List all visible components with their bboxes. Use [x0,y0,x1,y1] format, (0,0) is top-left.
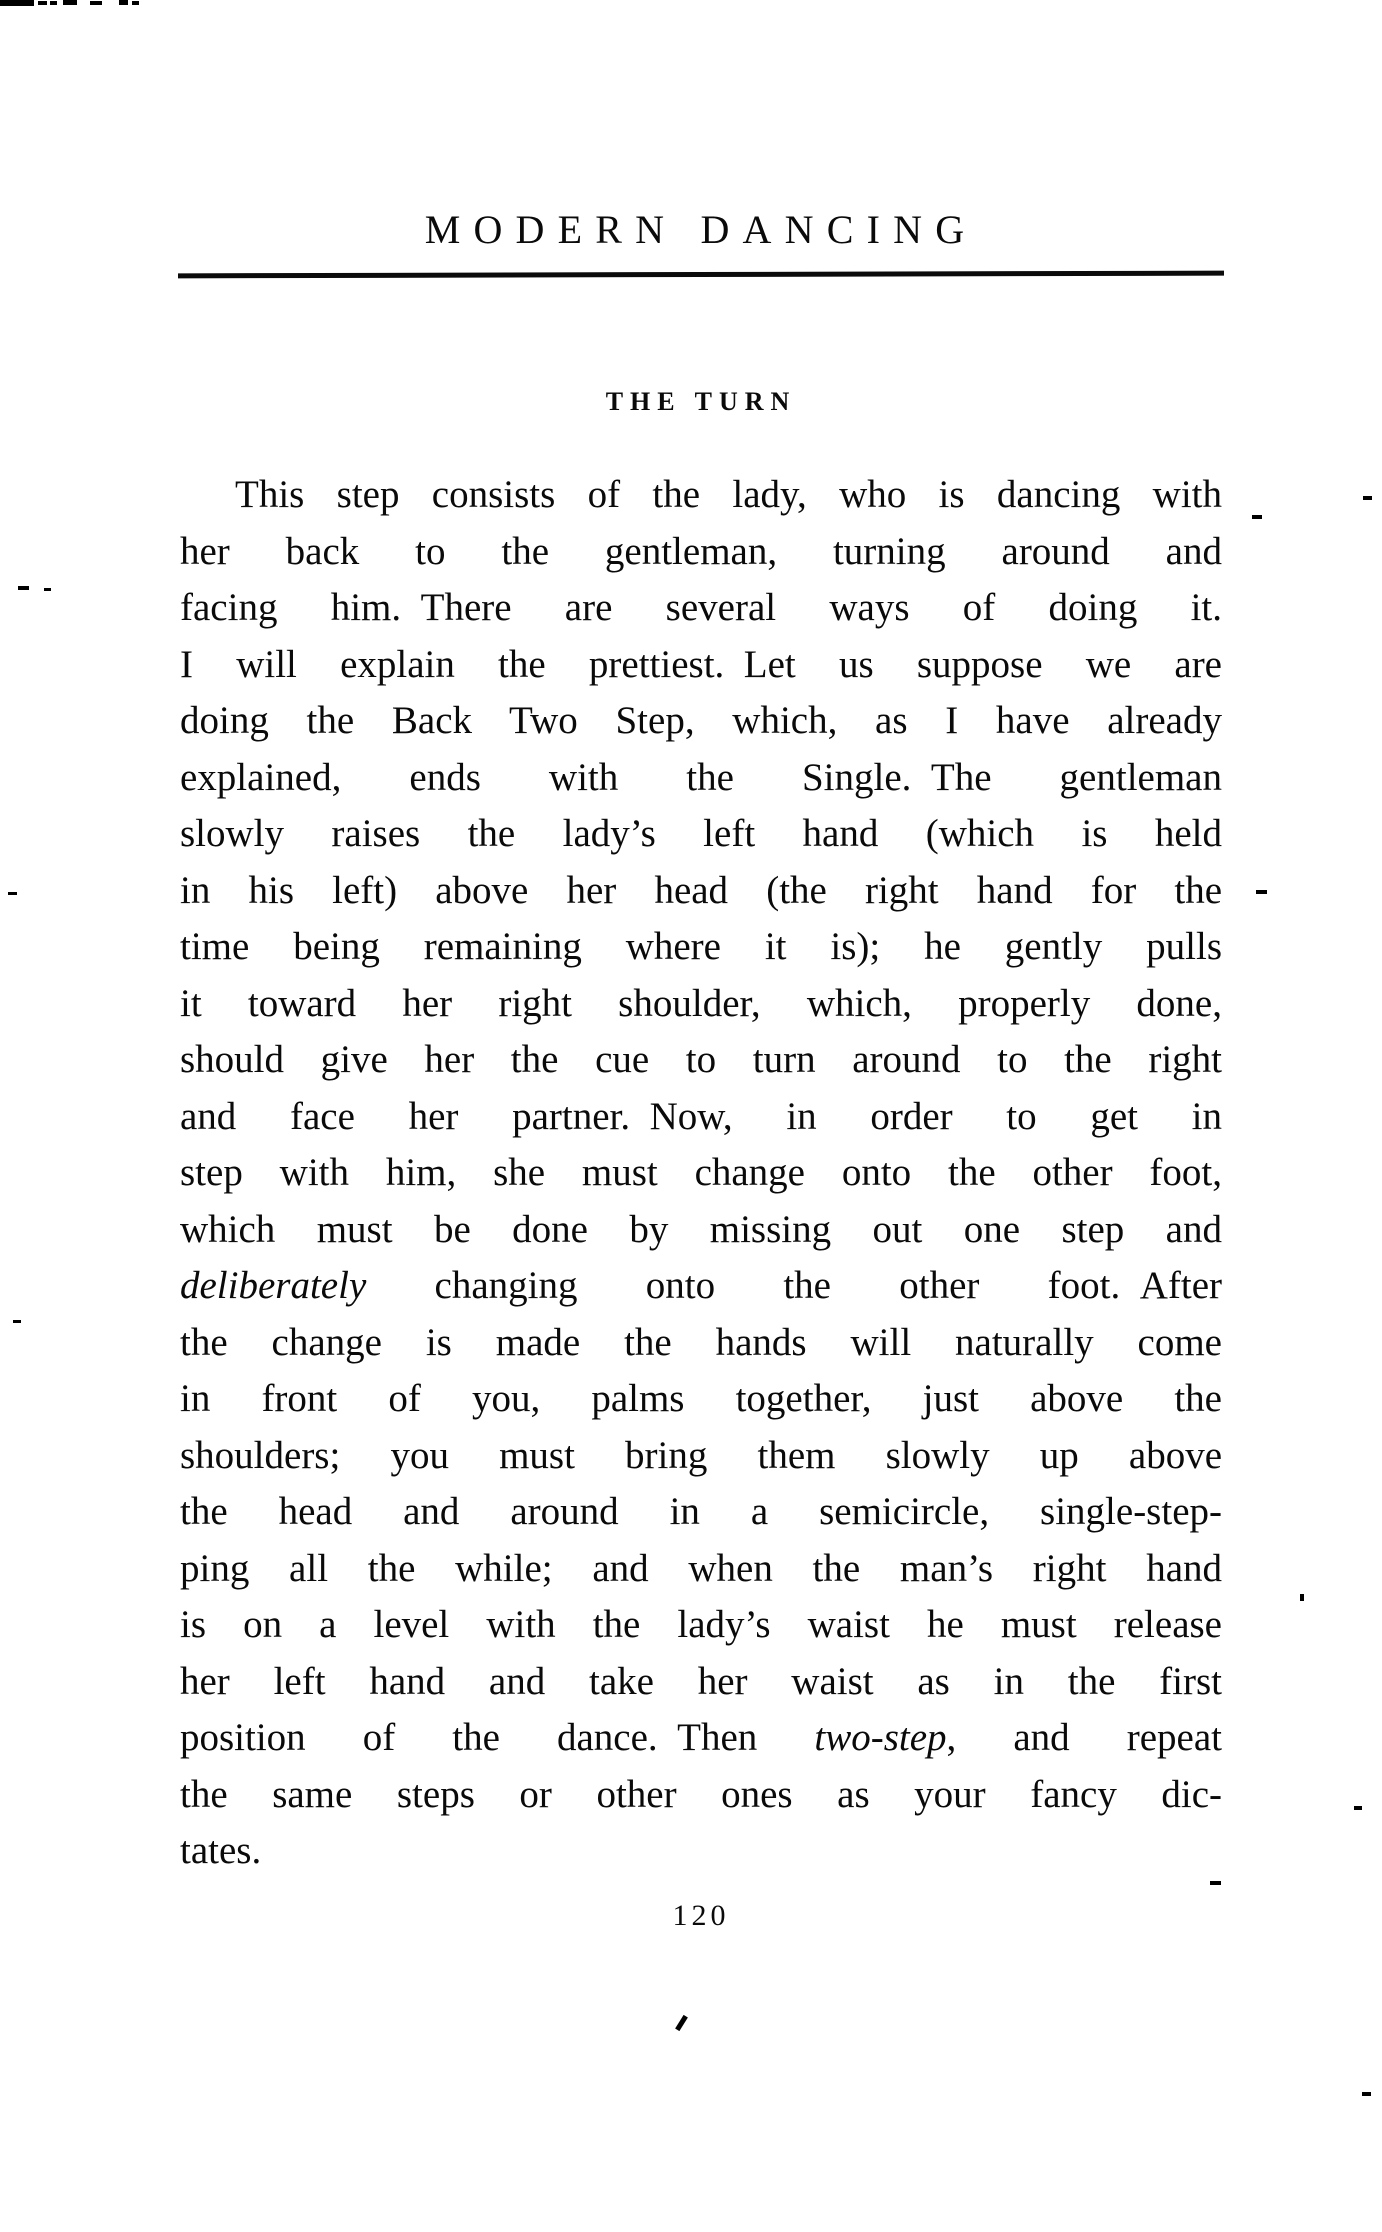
top-edge-dash [63,0,77,5]
header-rule [178,271,1224,279]
text-segment: should give her the cue to turn around to the right [180,1038,1222,1081]
body-line [180,1823,1222,1880]
text-segment: and face her partner. Now, in order to get in [180,1094,1222,1138]
bottom-tick [675,2015,688,2031]
margin-speck [1210,1881,1221,1885]
section-heading: THE TURN [605,387,797,416]
body-line [180,467,1222,524]
body-line [180,524,1222,581]
top-edge-dash [0,0,34,6]
margin-speck [18,586,29,590]
text-segment: her left hand and take her waist as in the first [180,1659,1222,1703]
body-line [180,1371,1222,1428]
body-line [180,1258,1222,1315]
margin-speck [13,1320,21,1323]
margin-speck [1252,515,1262,519]
body-line [180,637,1222,694]
margin-speck [44,588,51,591]
top-edge-dash [119,0,128,5]
text-segment: her back to the gentleman, turning around and [180,529,1222,573]
margin-speck [1362,2092,1371,2096]
body-line [180,1767,1222,1824]
body-line [180,1654,1222,1711]
body-line [180,1089,1222,1146]
text-segment: changing onto the other foot. After [366,1264,1222,1307]
top-edge-dash [132,1,139,5]
body-line [180,1032,1222,1089]
text-segment: explained, ends with the Single. The gentleman [180,755,1222,799]
italic-text: two-step [814,1716,947,1759]
body-line [180,1428,1222,1485]
body-line [180,1202,1222,1259]
margin-speck [1363,496,1372,500]
margin-speck [1256,890,1267,894]
top-edge-dash [90,1,102,5]
body-line [180,863,1222,920]
text-segment: in his left) above her head (the right hand for the [180,868,1222,912]
text-segment: position of the dance. Then [180,1716,815,1759]
body-line [180,806,1222,863]
body-line [180,1145,1222,1202]
margin-speck [1300,1594,1304,1601]
top-edge-dash [38,1,47,5]
text-segment: the same steps or other ones as your fancy dic- [180,1772,1222,1816]
text-segment: This step consists of the lady, who is dancing with [235,473,1222,516]
running-head: MODERN DANCING [424,207,978,252]
body-line [180,976,1222,1033]
body-line [180,750,1222,807]
margin-speck [8,892,17,895]
body-line [180,580,1222,637]
body-line [180,1315,1222,1372]
text-segment: in front of you, palms together, just above the [180,1377,1222,1420]
text-segment: doing the Back Two Step, which, as I have already [180,699,1222,742]
text-segment: time being remaining where it is); he gently pulls [180,925,1222,968]
body-line [180,693,1222,750]
text-segment: ping all the while; and when the man’s right hand [180,1546,1222,1590]
body-line [180,919,1222,976]
text-segment: step with him, she must change onto the other foot, [180,1151,1222,1194]
paragraph [180,467,1222,1880]
text-segment: is on a level with the lady’s waist he must release [180,1603,1222,1646]
page-number: 120 [672,1899,730,1932]
body-line [180,1597,1222,1654]
text-segment: the change is made the hands will naturally come [180,1320,1222,1364]
text-segment: tates. [180,1829,262,1872]
body-line [180,1484,1222,1541]
text-segment: slowly raises the lady’s left hand (which is held [180,812,1222,855]
italic-text: deliberately [180,1264,367,1307]
text-segment: I will explain the prettiest. Let us suppose we are [180,642,1222,686]
text-segment: shoulders; you must bring them slowly up above [180,1433,1222,1477]
text-segment: , and repeat [946,1716,1222,1759]
margin-speck [1354,1806,1362,1810]
text-segment: which must be done by missing out one step and [180,1207,1222,1251]
text-segment: it toward her right shoulder, which, properly done, [180,981,1222,1025]
body-line [180,1541,1222,1598]
top-edge-dash [50,1,57,5]
body-line [180,1710,1222,1767]
text-segment: the head and around in a semicircle, single-step- [180,1490,1222,1533]
text-segment: facing him. There are several ways of doing it. [180,586,1222,629]
